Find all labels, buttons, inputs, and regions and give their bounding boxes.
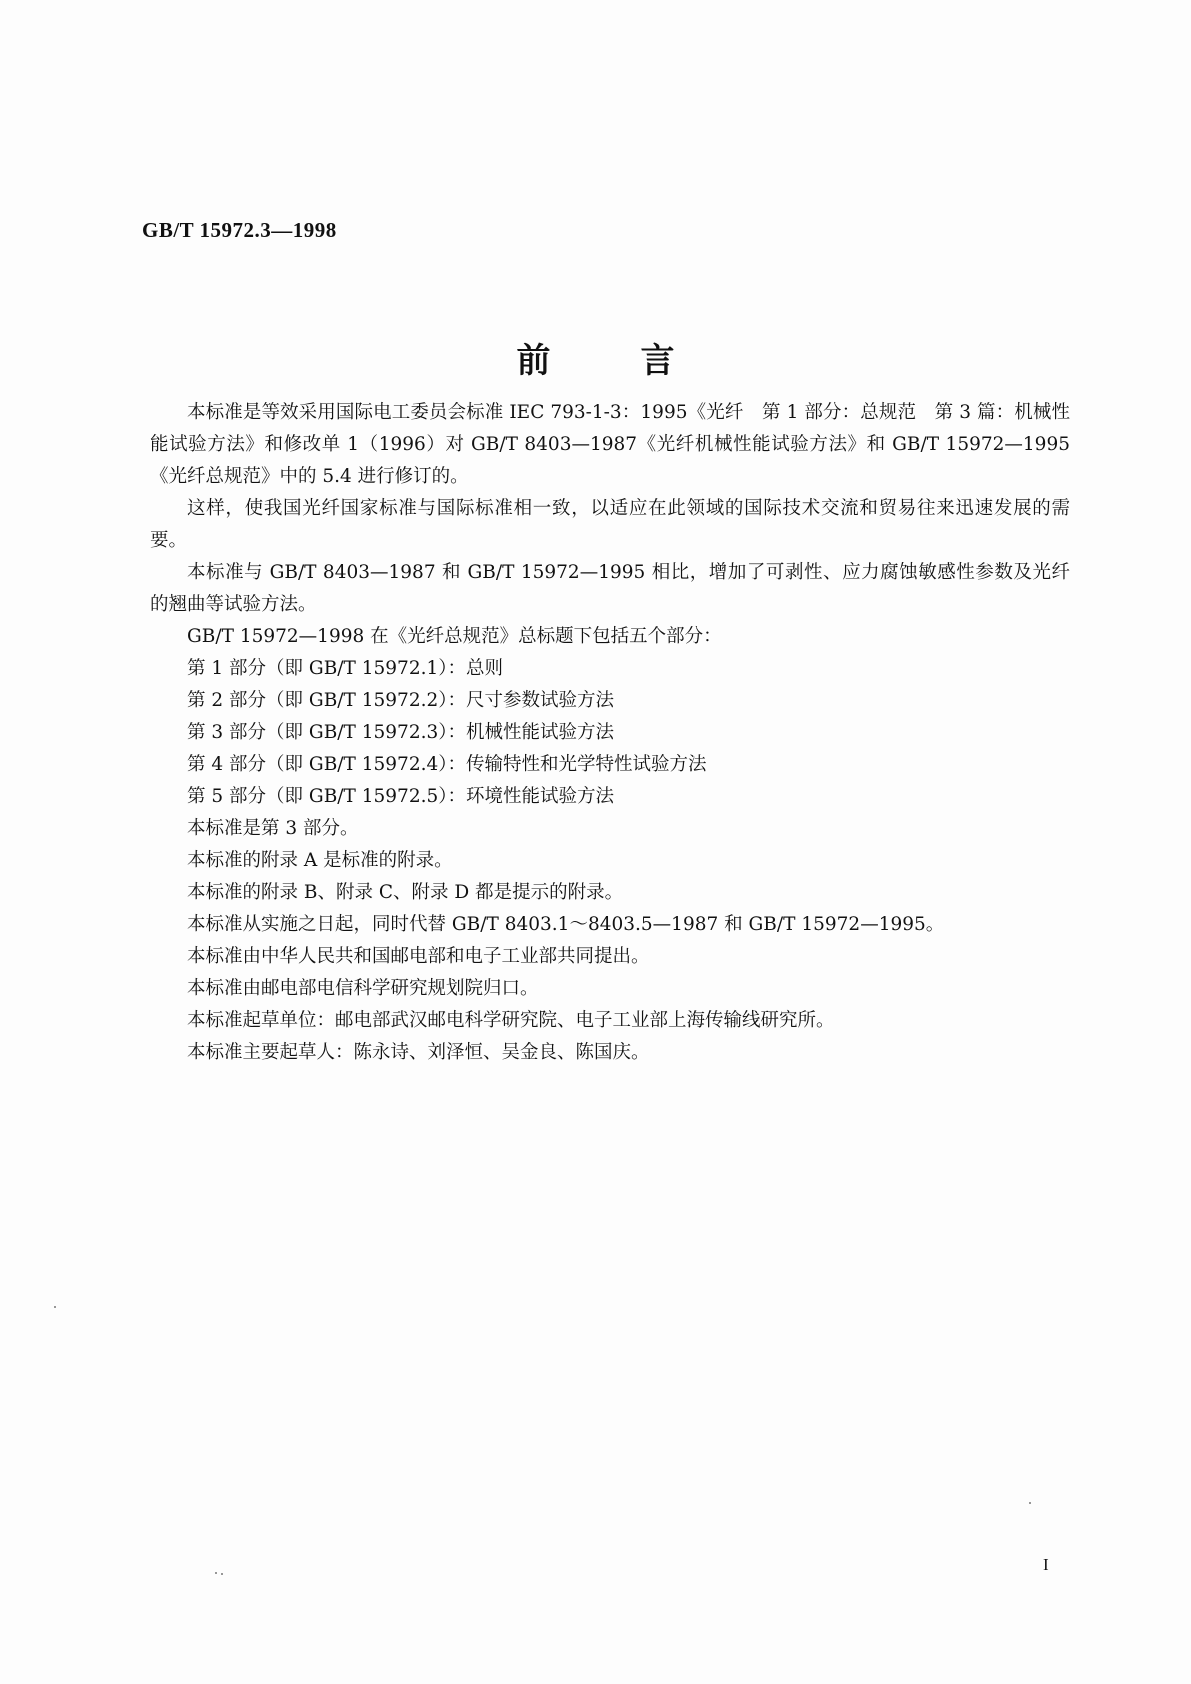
part-list-item: 第 1 部分（即 GB/T 15972.1）：总则 <box>187 658 503 679</box>
paragraph: 本标准与 GB/T 8403—1987 和 GB/T 15972—1995 相比，增加了可剥性、应力腐蚀敏感性参数及光纤的翘曲等试验方法。 <box>150 562 1070 615</box>
paragraph: 本标准由中华人民共和国邮电部和电子工业部共同提出。 <box>187 946 650 967</box>
standard-code: GB/T 15972.3—1998 <box>142 218 337 242</box>
paragraph: 本标准的附录 A 是标准的附录。 <box>187 850 453 871</box>
paragraph: 本标准从实施之日起，同时代替 GB/T 8403.1～8403.5—1987 和 GB/T 15972—1995。 <box>187 914 945 935</box>
scan-speck <box>215 1572 217 1574</box>
page-number: I <box>1043 1555 1049 1574</box>
paragraph: 本标准主要起草人：陈永诗、刘泽恒、吴金良、陈国庆。 <box>187 1042 650 1063</box>
paragraph: 本标准由邮电部电信科学研究规划院归口。 <box>187 978 539 999</box>
page-title: 前言 <box>516 341 765 381</box>
paragraph: 本标准是第 3 部分。 <box>187 818 359 839</box>
scan-speck <box>221 1573 223 1575</box>
paragraph: 本标准是等效采用国际电工委员会标准 IEC 793-1-3：1995《光纤 第 1 部分：总规范 第 3 篇：机械性能试验方法》和修改单 1（1996）对 GB/T 8403—1987《光纤机械性能试验方法》和 GB/T 15972—1995《光纤总规范》中的 5.4 进行修订的。 <box>150 402 1070 487</box>
scan-speck <box>1029 1502 1031 1504</box>
part-list-item: 第 2 部分（即 GB/T 15972.2）：尺寸参数试验方法 <box>187 690 614 711</box>
paragraph: GB/T 15972—1998 在《光纤总规范》总标题下包括五个部分： <box>187 626 722 647</box>
paragraph: 本标准起草单位：邮电部武汉邮电科学研究院、电子工业部上海传输线研究所。 <box>187 1010 835 1031</box>
part-list-item: 第 5 部分（即 GB/T 15972.5）：环境性能试验方法 <box>187 786 614 807</box>
part-list-item: 第 4 部分（即 GB/T 15972.4）：传输特性和光学特性试验方法 <box>187 754 707 775</box>
part-list-item: 第 3 部分（即 GB/T 15972.3）：机械性能试验方法 <box>187 722 614 743</box>
foreword-body <box>150 397 1070 1069</box>
paragraph: 本标准的附录 B、附录 C、附录 D 都是提示的附录。 <box>187 882 624 903</box>
scan-speck <box>54 1306 56 1308</box>
paragraph: 这样，使我国光纤国家标准与国际标准相一致，以适应在此领域的国际技术交流和贸易往来迅速发展的需要。 <box>150 498 1070 551</box>
